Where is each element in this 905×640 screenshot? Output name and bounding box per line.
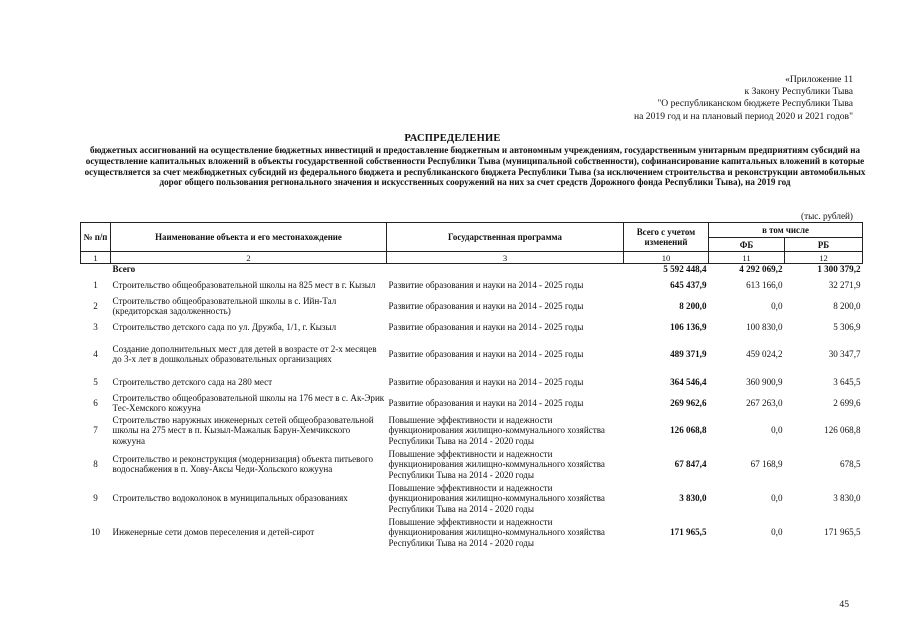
state-program: Повышение эффективности и надежности функционирования жилищно-коммунального хозяйства Республики Тыва на 2014 - 2020 годы (388, 516, 605, 548)
state-program: Развитие образования и науки на 2014 - 2025 годы (388, 279, 584, 290)
table-row (81, 337, 863, 371)
table-row (81, 371, 863, 392)
unit-label: (тыс. рублей) (801, 211, 853, 221)
header-program: Государственная программа (387, 223, 624, 252)
republic-budget-amount: 5 306,9 (833, 321, 861, 332)
republic-budget-amount: 32 271,9 (828, 279, 861, 290)
republic-budget-amount: 2 699,6 (833, 397, 861, 408)
federal-budget-amount: 267 263,0 (746, 397, 783, 408)
state-program: Повышение эффективности и надежности функционирования жилищно-коммунального хозяйства Республики Тыва на 2014 - 2020 годы (388, 448, 605, 480)
total-amount: 171 965,5 (670, 527, 707, 538)
total-amount: 8 200,0 (679, 300, 707, 311)
total-amount: 645 437,9 (670, 279, 707, 290)
object-name: Строительство детского сада по ул. Дружба, 1/1, г. Кызыл (112, 321, 337, 332)
federal-budget-amount: 459 024,2 (746, 349, 783, 360)
appendix-line: на 2019 год и на плановый период 2020 и 2021 годов" (634, 110, 853, 122)
row-number: 7 (93, 425, 98, 436)
federal-budget-amount: 0,0 (771, 425, 783, 436)
appendix-line: «Приложение 11 (785, 74, 853, 85)
header-name: Наименование объекта и его местонахождение (111, 223, 387, 252)
column-number: 12 (785, 252, 863, 264)
object-name: Строительство общеобразовательной школы в с. Ийн-Тал (кредиторская задолженность) (112, 295, 337, 316)
table-row (81, 392, 863, 413)
federal-budget-amount: 100 830,0 (746, 321, 783, 332)
republic-budget-amount: 8 200,0 (833, 300, 861, 311)
state-program: Повышение эффективности и надежности функционирования жилищно-коммунального хозяйства Республики Тыва на 2014 - 2020 годы (388, 482, 605, 514)
object-name: Строительство и реконструкция (модернизация) объекта питьевого водоснабжения в п. Хову-Аксы Чеди-Хольского кожууна (112, 454, 373, 475)
document-subtitle: бюджетных ассигнований на осуществление бюджетных инвестиций и предоставление бюджетным и автономным учреждениям, государственным унитарным предприятиям субсидий на осуществление капитальных вложений в объекты государственной собственности Республики Тыва (муниципальной собственности), софинансирование капитальных вложений в которые осуществляется за счет межбюджетных субсидий из федерального бюджета и республиканского бюджета Республики Тыва (за исключением строительства и реконструкции автомобильных дорог общего пользования регионального значения и искусственных сооружений на них за счет средств Дорожного фонда Республики Тыва), на 2019 год (84, 145, 866, 188)
republic-budget-amount: 3 645,5 (833, 376, 861, 387)
row-number: 1 (93, 279, 98, 290)
object-name: Строительство общеобразовательной школы на 825 мест в г. Кызыл (112, 279, 376, 290)
table-row (81, 274, 863, 295)
state-program: Развитие образования и науки на 2014 - 2025 годы (388, 397, 584, 408)
column-number-row (81, 252, 863, 264)
total-amount: 269 962,6 (670, 397, 707, 408)
object-name: Инженерные сети домов переселения и детей-сирот (112, 527, 315, 538)
object-name: Создание дополнительных мест для детей в возрасте от 2-х месяцев до 3-х лет в дошкольных образовательных организациях (112, 344, 377, 365)
object-name: Строительство общеобразовательной школы на 176 мест в с. Ак-Эрик Тес-Хемского кожууна (112, 392, 385, 413)
row-number: 10 (90, 527, 101, 538)
total-amount: 106 136,9 (670, 321, 707, 332)
object-name: Строительство наружных инженерных сетей общеобразовательной школы на 275 мест в п. Кызыл-Мажалык Барун-Хемчикского кожууна (112, 414, 374, 446)
header-no: № п/п (81, 223, 111, 252)
total-sum: 5 592 448,4 (663, 264, 707, 274)
table-row (81, 515, 863, 549)
total-amount: 3 830,0 (679, 493, 707, 504)
republic-budget-amount: 171 965,5 (824, 527, 861, 538)
row-number: 4 (93, 349, 98, 360)
row-number: 9 (93, 493, 98, 504)
table-row (81, 447, 863, 481)
table-row (81, 413, 863, 447)
state-program: Развитие образования и науки на 2014 - 2025 годы (388, 376, 584, 387)
object-name: Строительство детского сада на 280 мест (112, 376, 273, 387)
row-number: 5 (93, 376, 98, 387)
federal-budget-amount: 0,0 (771, 527, 783, 538)
total-amount: 67 847,4 (674, 459, 707, 470)
total-label: Всего (112, 264, 136, 274)
header-including: в том числе (709, 223, 863, 238)
header-total: Всего с учетом изменений (624, 223, 709, 252)
table-row (81, 481, 863, 515)
row-number: 6 (93, 397, 98, 408)
total-amount: 126 068,8 (670, 425, 707, 436)
document-title: РАСПРЕДЕЛЕНИЕ (404, 133, 501, 144)
column-number: 10 (624, 252, 709, 264)
table-row (81, 316, 863, 337)
total-row (81, 264, 863, 275)
total-fb: 4 292 069,2 (739, 264, 783, 274)
header-rb: РБ (785, 238, 863, 252)
state-program: Развитие образования и науки на 2014 - 2025 годы (388, 349, 584, 360)
table-row (81, 295, 863, 316)
object-name: Строительство водоколонок в муниципальных образованиях (112, 493, 348, 504)
allocation-table (80, 222, 863, 549)
federal-budget-amount: 0,0 (771, 493, 783, 504)
total-rb: 1 300 379,2 (817, 264, 861, 274)
column-number: 3 (387, 252, 624, 264)
state-program: Развитие образования и науки на 2014 - 2025 годы (388, 321, 584, 332)
federal-budget-amount: 67 168,9 (750, 459, 783, 470)
appendix-header (453, 74, 853, 123)
row-number: 3 (93, 321, 98, 332)
header-fb: ФБ (709, 238, 785, 252)
appendix-line: к Закону Республики Тыва (744, 86, 853, 98)
column-number: 1 (81, 252, 111, 264)
row-number: 8 (93, 459, 98, 470)
federal-budget-amount: 0,0 (771, 300, 783, 311)
federal-budget-amount: 360 900,9 (746, 376, 783, 387)
state-program: Повышение эффективности и надежности функционирования жилищно-коммунального хозяйства Республики Тыва на 2014 - 2020 годы (388, 414, 605, 446)
column-number: 11 (709, 252, 785, 264)
total-amount: 489 371,9 (670, 349, 707, 360)
republic-budget-amount: 3 830,0 (833, 493, 861, 504)
republic-budget-amount: 30 347,7 (828, 349, 861, 360)
republic-budget-amount: 126 068,8 (824, 425, 861, 436)
column-number: 2 (111, 252, 387, 264)
federal-budget-amount: 613 166,0 (746, 279, 783, 290)
total-amount: 364 546,4 (670, 376, 707, 387)
page-number: 45 (839, 599, 849, 610)
row-number: 2 (93, 300, 98, 311)
appendix-line: "О республиканском бюджете Республики Тыва (657, 98, 853, 110)
republic-budget-amount: 678,5 (840, 459, 861, 470)
state-program: Развитие образования и науки на 2014 - 2025 годы (388, 300, 584, 311)
